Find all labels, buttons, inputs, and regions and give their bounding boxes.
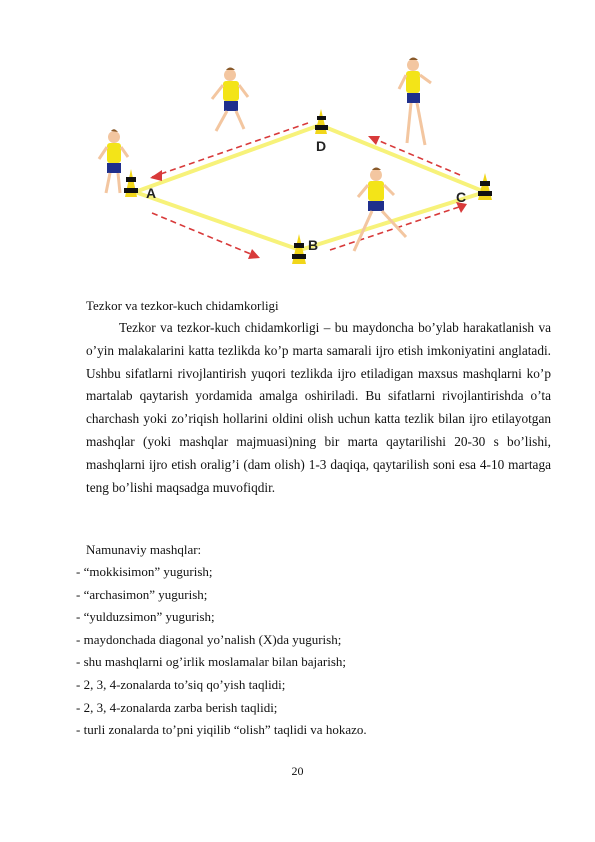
list-item: - “yulduzsimon” yugurish;	[76, 609, 215, 625]
label-c: C	[456, 189, 467, 205]
list-item: - 2, 3, 4-zonalarda zarba berish taqlidi;	[76, 699, 278, 715]
list-item: - maydonchada diagonal yo’nalish (X)da yugurish;	[76, 631, 342, 647]
track-rhombus	[135, 125, 485, 250]
list-item: - turli zonalarda to’pni yiqilib “olish” taqlidi va hokazo.	[76, 722, 367, 738]
label-b: B	[308, 237, 319, 253]
cone-a	[124, 169, 138, 197]
list-item: - shu mashqlarni og’irlik moslamalar bilan bajarish;	[76, 654, 347, 670]
list-item: - “archasimon” yugurish;	[76, 586, 208, 602]
player-bottom	[354, 168, 406, 252]
list-item: - 2, 3, 4-zonalarda to’siq qo’yish taqlidi;	[76, 676, 286, 692]
page-number: 20	[291, 764, 304, 778]
body-paragraph	[86, 317, 551, 499]
agility-drill-illustration	[80, 45, 510, 280]
list-item: - “mokkisimon” yugurish;	[76, 564, 213, 579]
cone-d	[315, 109, 328, 134]
label-a: A	[146, 185, 157, 201]
exercises-heading: Namunaviy mashqlar:	[86, 542, 202, 557]
paragraph-text: Tezkor va tezkor-kuch chidamkorligi – bu maydoncha bo’ylab harakatlanish va o’yin malakalarini katta tezlikda ko’p marta samarali ijro etish imkoniyatini anglatadi. Ushbu sifatlarni rivojlantirish yuqori tezlikda ijro etiladigan maxsus mashqlarni ko’p martalab qaytarish yordamida amalga oshiriladi. Bu sifatlarni rivojlantirishda o’ta charchash yoki zo’riqish hollarini oldini olish uchun katta tezlik bilan ijro etilayotgan mashqlar (yoki mashqlar majmuasi)ning bir marta qaytarilishi 20-30 s bo’lishi, mashqlarni ijro etish oralig’i (dam olish) 1-3 daqiqa, qaytarilish soni esa 4-10 martaga teng bo’lishi maqsadga muvofiqdir.	[86, 320, 551, 495]
player-left	[99, 129, 128, 193]
figure-caption: Tezkor va tezkor-kuch chidamkorligi	[86, 298, 279, 313]
player-top-right	[399, 58, 431, 146]
label-d: D	[316, 138, 327, 154]
player-top-left	[212, 68, 248, 132]
exercise-list	[76, 561, 367, 742]
cone-c	[478, 173, 492, 200]
